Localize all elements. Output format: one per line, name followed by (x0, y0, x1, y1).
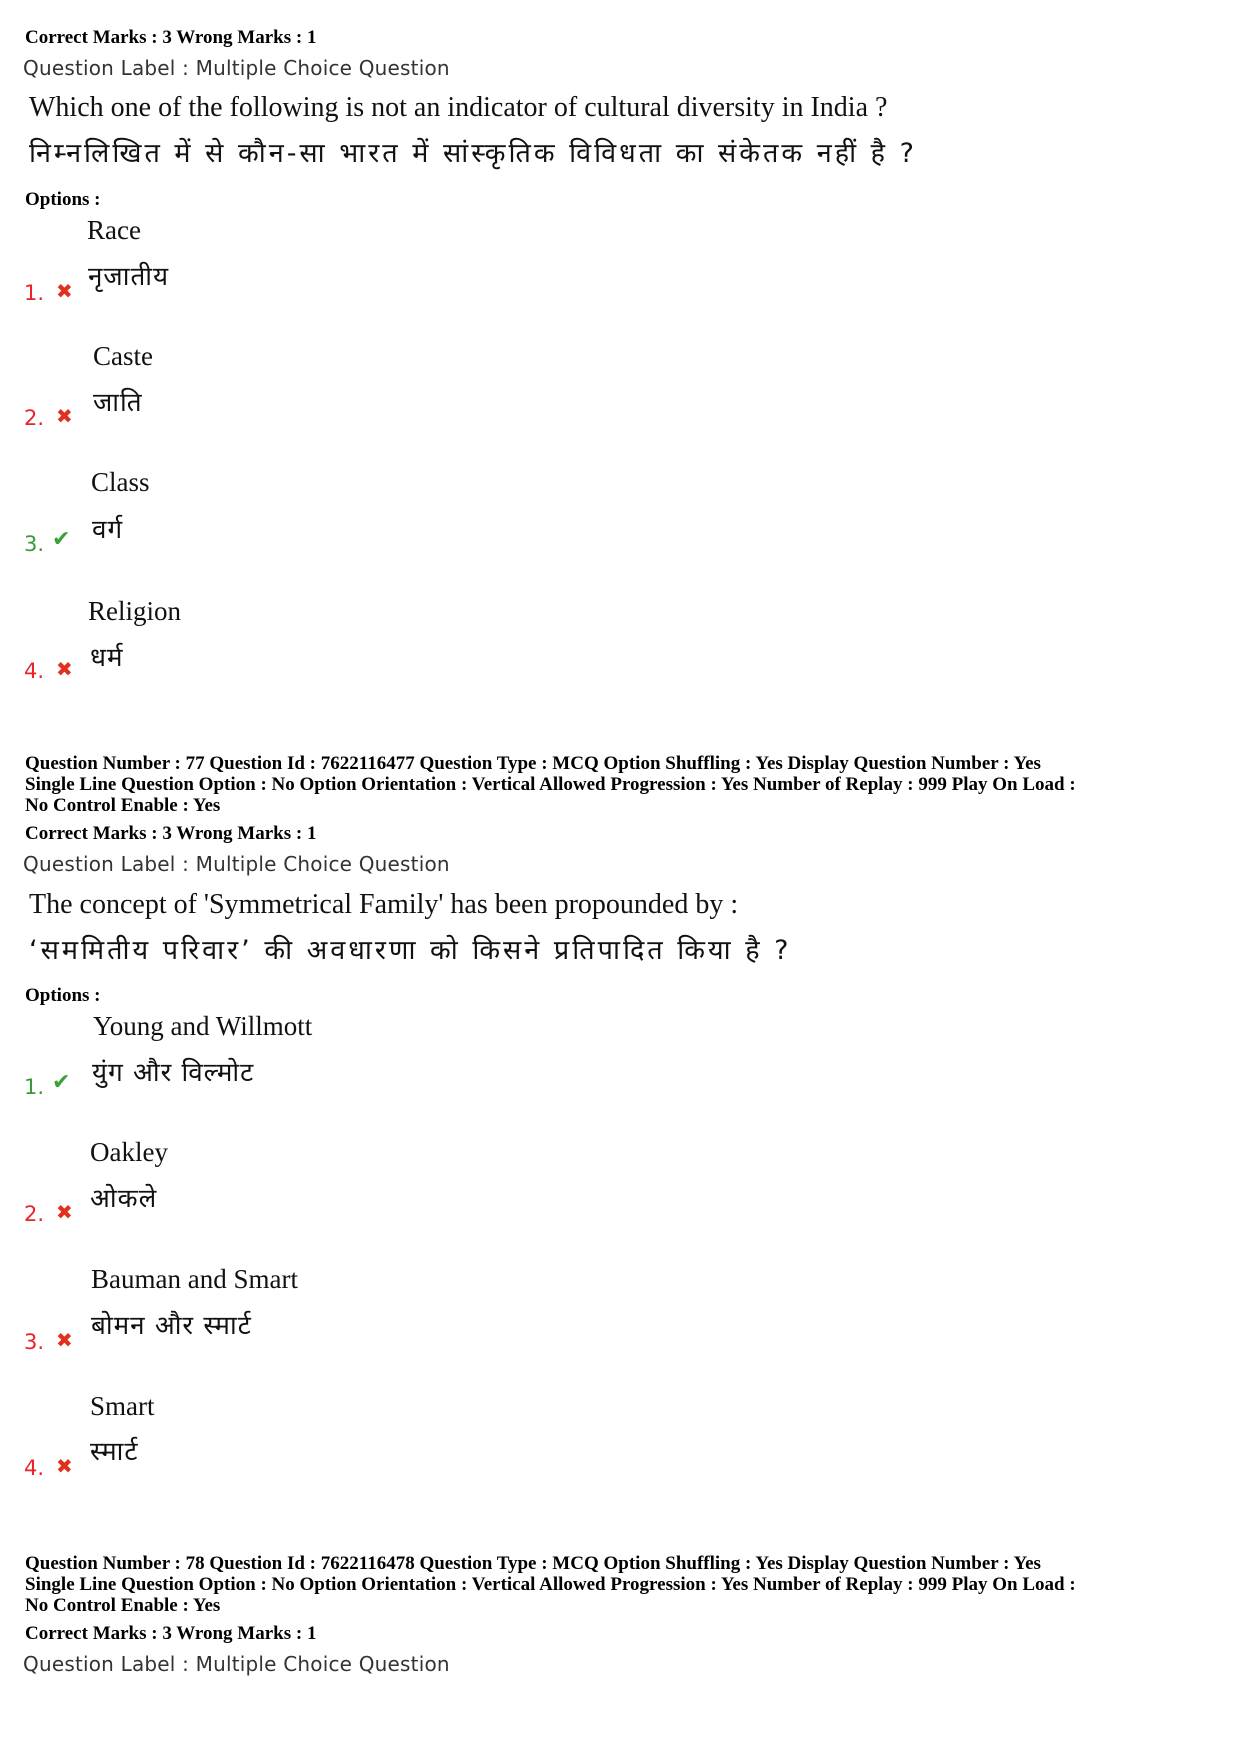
option-text-hi: जाति (93, 388, 143, 418)
cross-icon: ✖ (56, 1454, 73, 1478)
marks-info: Correct Marks : 3 Wrong Marks : 1 (25, 1623, 317, 1644)
option-number: 4. (24, 659, 45, 683)
option-number: 2. (24, 406, 45, 430)
cross-icon: ✖ (56, 279, 73, 303)
option-text-en: Religion (88, 596, 181, 626)
option-text-hi: स्मार्ट (90, 1437, 139, 1467)
option-text-hi: धर्म (90, 643, 124, 673)
cross-icon: ✖ (56, 404, 73, 428)
question-label: Question Label : Multiple Choice Question (23, 852, 450, 876)
option-text-en: Young and Willmott (93, 1011, 313, 1041)
marks-info: Correct Marks : 3 Wrong Marks : 1 (25, 27, 317, 48)
cross-icon: ✖ (56, 1200, 73, 1224)
question-text-en: The concept of 'Symmetrical Family' has been propounded by : (29, 889, 739, 920)
option-text-hi: नृजातीय (88, 262, 170, 292)
check-icon: ✔ (52, 527, 71, 552)
options-heading: Options : (25, 985, 101, 1006)
option-text-en: Class (91, 467, 150, 497)
option-number: 1. (24, 281, 45, 305)
question-meta-line: No Control Enable : Yes (25, 795, 221, 816)
question-meta-line: No Control Enable : Yes (25, 1595, 221, 1616)
option-text-en: Race (87, 215, 141, 245)
options-heading: Options : (25, 189, 101, 210)
question-meta-line: Question Number : 78 Question Id : 7622116478 Question Type : MCQ Option Shuffling : Yes Display Question Number : Yes (25, 1553, 1041, 1574)
option-text-en: Caste (93, 341, 153, 371)
option-text-en: Oakley (90, 1137, 168, 1167)
question-text-hi: ‘सममितीय परिवार’ की अवधारणा को किसने प्रतिपादित किया है ? (29, 935, 792, 966)
option-number: 3. (24, 1330, 45, 1354)
question-label: Question Label : Multiple Choice Question (23, 56, 450, 80)
option-number: 1. (24, 1075, 45, 1099)
question-text-hi: निम्नलिखित में से कौन-सा भारत में सांस्कृतिक विविधता का संकेतक नहीं है ? (29, 138, 917, 169)
option-text-hi: युंग और विल्मोट (92, 1058, 255, 1088)
question-meta-line: Single Line Question Option : No Option Orientation : Vertical Allowed Progression : Yes Number of Replay : 999 Play On Load : (25, 774, 1076, 795)
option-number: 3. (24, 532, 45, 556)
option-number: 2. (24, 1202, 45, 1226)
question-label: Question Label : Multiple Choice Question (23, 1652, 450, 1676)
check-icon: ✔ (52, 1070, 71, 1095)
option-text-en: Smart (90, 1391, 155, 1421)
option-text-hi: ओकले (90, 1184, 158, 1214)
option-number: 4. (24, 1456, 45, 1480)
question-meta-line: Single Line Question Option : No Option Orientation : Vertical Allowed Progression : Yes Number of Replay : 999 Play On Load : (25, 1574, 1076, 1595)
option-text-en: Bauman and Smart (91, 1264, 298, 1294)
question-text-en: Which one of the following is not an indicator of cultural diversity in India ? (29, 92, 888, 123)
cross-icon: ✖ (56, 657, 73, 681)
marks-info: Correct Marks : 3 Wrong Marks : 1 (25, 823, 317, 844)
option-text-hi: वर्ग (92, 515, 124, 545)
question-meta-line: Question Number : 77 Question Id : 7622116477 Question Type : MCQ Option Shuffling : Yes Display Question Number : Yes (25, 753, 1041, 774)
cross-icon: ✖ (56, 1328, 73, 1352)
option-text-hi: बोमन और स्मार्ट (91, 1311, 252, 1341)
